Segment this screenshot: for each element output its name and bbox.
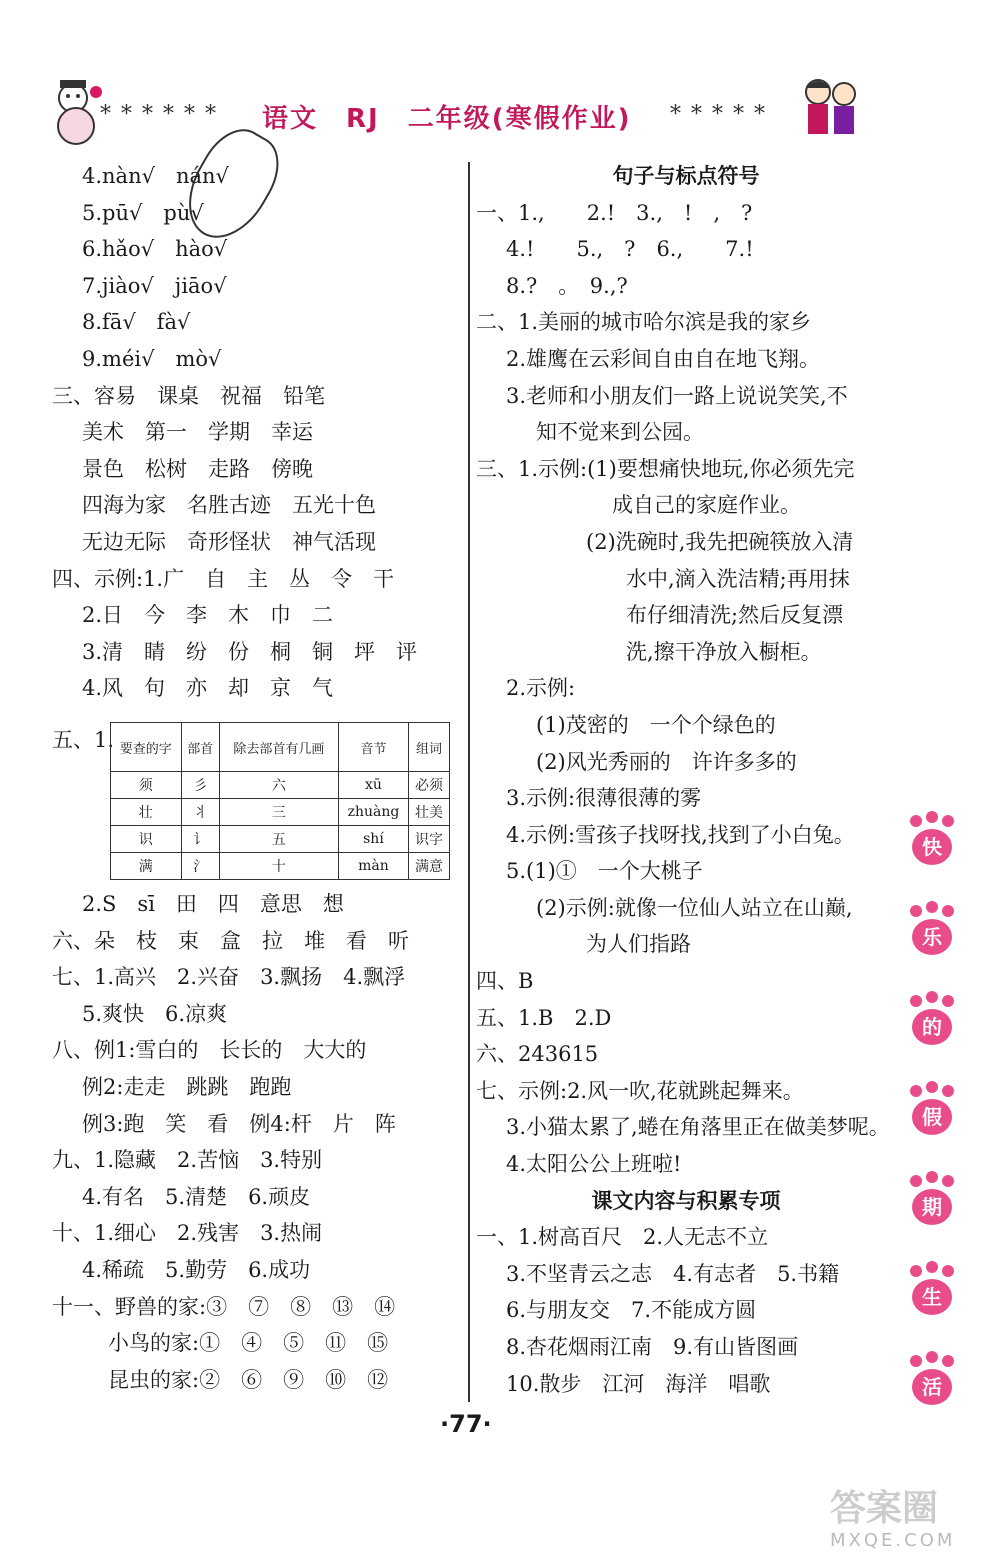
answer-line: 3.小猫太累了,蜷在角落里正在做美梦呢。	[506, 1115, 890, 1140]
paw-icon	[906, 995, 958, 1047]
answer-line: 十一、野兽的家:③ ⑦ ⑧ ⑬ ⑭	[52, 1294, 396, 1319]
answer-line: 4.有名 5.清楚 6.顽皮	[82, 1184, 311, 1209]
answer-line: 4.nàn√ nán√	[82, 164, 229, 188]
answer-line: 景色 松树 走路 傍晚	[82, 456, 313, 481]
table-cell: shí	[338, 826, 408, 853]
table-row	[111, 799, 450, 826]
answer-line: 4.! 5., ? 6., 7.!	[506, 237, 754, 262]
paw-icon	[906, 1085, 958, 1137]
table-header: 要查的字	[111, 723, 182, 772]
paw-icon	[906, 1355, 958, 1407]
answer-line: 小鸟的家:① ④ ⑤ ⑪ ⑮	[108, 1331, 389, 1356]
answer-line: 四、B	[476, 969, 534, 994]
table-cell: 十	[219, 853, 338, 880]
answer-line: 3.不坚青云之志 4.有志者 5.书籍	[506, 1261, 840, 1286]
answer-line: 布仔细清洗;然后反复漂	[626, 603, 844, 628]
answer-line: 4.稀疏 5.勤劳 6.成功	[82, 1257, 311, 1282]
table-cell: 六	[219, 772, 338, 799]
watermark-logo: 答案圈	[830, 1488, 939, 1529]
answer-line: 一、1.树高百尺 2.人无志不立	[476, 1225, 769, 1250]
paw-label: 的	[912, 1009, 952, 1045]
paw-label: 生	[912, 1279, 952, 1315]
table-cell: 三	[219, 799, 338, 826]
answer-line: 二、1.美丽的城市哈尔滨是我的家乡	[476, 310, 812, 335]
stars-left: ******	[100, 102, 226, 127]
answer-line: 5.(1)① 一个大桃子	[506, 859, 703, 884]
answer-line: 3.老师和小朋友们一路上说说笑笑,不	[506, 383, 848, 408]
answer-line: (2)风光秀丽的 许许多多的	[536, 749, 797, 774]
page-title: 语文 RJ 二年级(寒假作业)	[262, 104, 632, 134]
answer-line: 7.jiào√ jiāo√	[82, 273, 227, 298]
answer-line: 2.示例:	[506, 676, 576, 701]
table-header-row	[111, 723, 450, 772]
answer-line: 知不觉来到公园。	[536, 420, 704, 445]
paw-icon	[906, 1265, 958, 1317]
table-header: 部首	[181, 723, 219, 772]
answer-line: 一、1., 2.! 3., ! , ?	[476, 200, 753, 225]
answer-line: 美术 第一 学期 幸运	[82, 420, 313, 445]
table-cell: 识字	[409, 826, 450, 853]
paw-label: 快	[912, 829, 952, 865]
answer-line: 四、示例:1.广 自 主 丛 令 干	[52, 566, 395, 591]
answer-line: (2)洗碗时,我先把碗筷放入清	[586, 529, 854, 554]
answer-line: 十、1.细心 2.残害 3.热闹	[52, 1221, 323, 1246]
answer-line: 无边无际 奇形怪状 神气活现	[82, 529, 376, 554]
answer-line: 8.? 。 9.,?	[506, 273, 628, 298]
answer-line: 六、朵 枝 束 盒 拉 堆 看 听	[52, 928, 409, 953]
answer-line: 9.méi√ mò√	[82, 346, 222, 371]
table-cell: 壮美	[409, 799, 450, 826]
paw-label: 乐	[912, 919, 952, 955]
paw-icon	[906, 905, 958, 957]
table-cell: 须	[111, 772, 182, 799]
answer-line: 8.杏花烟雨江南 9.有山皆图画	[506, 1335, 799, 1359]
section-heading: 课文内容与积累专项	[591, 1187, 781, 1213]
answer-line: 4.太阳公公上班啦!	[506, 1152, 682, 1177]
table-label: 五、1.	[52, 728, 115, 752]
table-header: 组词	[409, 723, 450, 772]
answer-line: 为人们指路	[586, 932, 691, 957]
answer-line: 七、示例:2.风一吹,花就跳起舞来。	[476, 1078, 804, 1103]
paw-icon	[906, 1175, 958, 1227]
answer-line: 例3:跑 笑 看 例4:杆 片 阵	[82, 1111, 396, 1136]
answer-line: 3.示例:很薄很薄的雾	[506, 786, 702, 811]
answer-line: 8.fā√ fà√	[82, 310, 191, 335]
paw-icon	[906, 815, 958, 867]
table-header: 音节	[338, 723, 408, 772]
stars-right: *****	[670, 102, 775, 127]
left-column-lower	[52, 886, 462, 1398]
answer-line: 三、1.示例:(1)要想痛快地玩,你必须先完	[476, 456, 855, 481]
table-cell: 必须	[409, 772, 450, 799]
answer-line: 2.日 今 李 木 巾 二	[82, 603, 334, 628]
table-cell: 满意	[409, 853, 450, 880]
table-row	[111, 826, 450, 853]
table-cell: 识	[111, 826, 182, 853]
answer-line: 6.hǎo√ hào√	[82, 237, 228, 262]
side-paws	[906, 815, 966, 1445]
left-column	[52, 158, 462, 707]
answer-line: 6.与朋友交 7.不能成方圆	[506, 1298, 757, 1323]
answer-line: 成自己的家庭作业。	[612, 493, 801, 518]
table-cell: màn	[338, 853, 408, 880]
table-cell: 五	[219, 826, 338, 853]
table-cell: 讠	[181, 826, 219, 853]
answer-line: (2)示例:就像一位仙人站立在山巅,	[536, 895, 853, 920]
page-header	[0, 70, 1000, 150]
answer-line: 3.清 睛 纷 份 桐 铜 坪 评	[82, 639, 418, 664]
table-cell: xū	[338, 772, 408, 799]
answer-line: 例2:走走 跳跳 跑跑	[82, 1074, 292, 1099]
table-cell: 彡	[181, 772, 219, 799]
table-cell: zhuàng	[338, 799, 408, 826]
answer-line: 5.pū√ pù√	[82, 200, 204, 225]
answer-line: 六、243615	[476, 1042, 599, 1067]
answer-line: 水中,滴入洗洁精;再用抹	[626, 566, 850, 591]
answer-line: 昆虫的家:② ⑥ ⑨ ⑩ ⑫	[108, 1367, 389, 1392]
paw-label: 期	[912, 1189, 952, 1225]
paw-label: 假	[912, 1099, 952, 1135]
answer-line: 4.风 句 亦 却 京 气	[82, 676, 334, 701]
answer-line: 2.S sī 田 四 意思 想	[82, 892, 344, 916]
section-heading: 句子与标点符号	[612, 163, 760, 188]
table-cell: 氵	[181, 853, 219, 880]
answer-line: 五、1.B 2.D	[476, 1005, 612, 1030]
watermark-url: MXQE.COM	[830, 1530, 956, 1551]
answer-line: 5.爽快 6.凉爽	[82, 1001, 228, 1026]
right-column	[476, 158, 896, 1402]
table-row	[111, 772, 450, 799]
column-divider	[468, 162, 470, 1402]
kids-icon	[800, 72, 860, 142]
answer-line: 八、例1:雪白的 长长的 大大的	[52, 1038, 367, 1063]
page-number: ·77·	[440, 1410, 492, 1438]
table-header: 除去部首有几画	[219, 723, 338, 772]
table-cell: 壮	[111, 799, 182, 826]
answer-line: 三、容易 课桌 祝福 铅笔	[52, 383, 325, 408]
table-cell: 丬	[181, 799, 219, 826]
answer-line: 2.雄鹰在云彩间自由自在地飞翔。	[506, 346, 821, 371]
paw-label: 活	[912, 1369, 952, 1405]
answer-line: 九、1.隐藏 2.苦恼 3.特别	[52, 1148, 323, 1173]
answer-line: 洗,擦干净放入橱柜。	[626, 639, 822, 664]
table-cell: 满	[111, 853, 182, 880]
answer-line: 4.示例:雪孩子找呀找,找到了小白兔。	[506, 822, 855, 847]
answer-line: (1)茂密的 一个个绿色的	[536, 712, 776, 737]
answer-line: 七、1.高兴 2.兴奋 3.飘扬 4.飘浮	[52, 965, 406, 990]
snowman-icon	[48, 78, 108, 148]
lookup-table	[110, 722, 450, 880]
table-row	[111, 853, 450, 880]
answer-line: 10.散步 江河 海洋 唱歌	[506, 1371, 771, 1396]
answer-line: 四海为家 名胜古迹 五光十色	[82, 493, 376, 518]
